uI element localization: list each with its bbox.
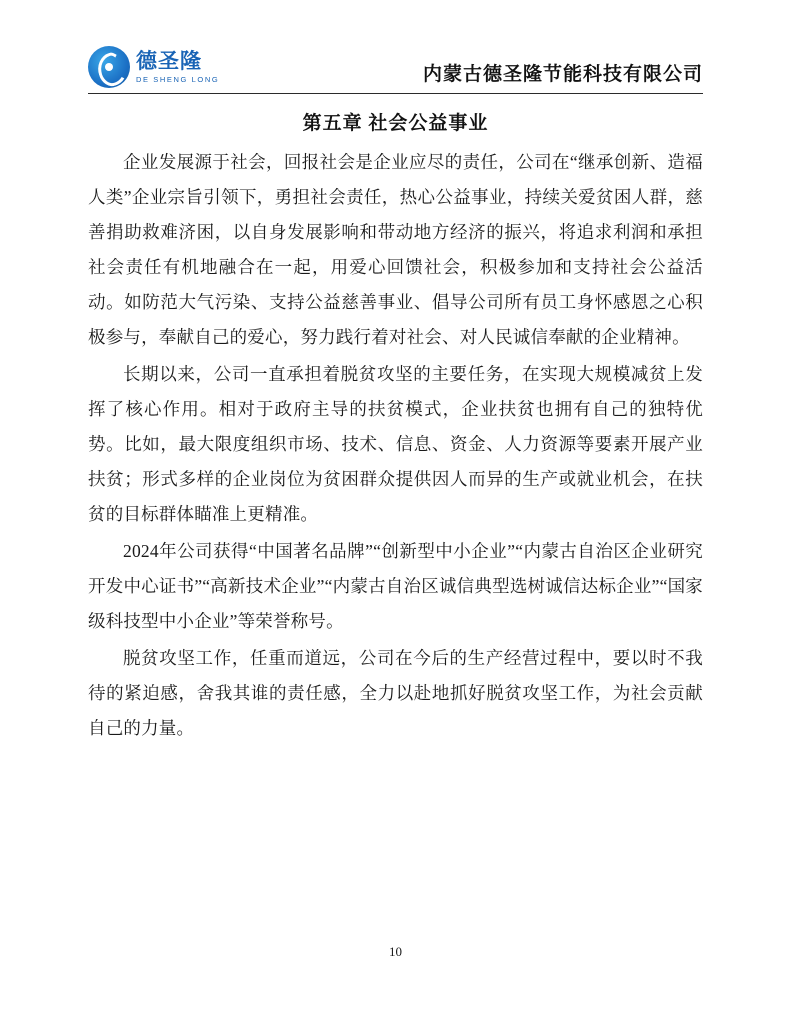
page-header [88,36,703,92]
company-logo [88,46,219,88]
dragon-circle-logo-icon [88,46,130,88]
paragraph: 长期以来，公司一直承担着脱贫攻坚的主要任务，在实现大规模减贫上发挥了核心作用。相对于政府主导的扶贫模式，企业扶贫也拥有自己的独特优势。比如，最大限度组织市场、技术、信息、资金、人力资源等要素开展产业扶贫；形式多样的企业岗位为贫困群众提供因人而异的生产或就业机会，在扶贫的目标群体瞄准上更精准。 [88,364,703,524]
page-number: 10 [389,944,402,959]
logo-chinese-text: 德圣隆 [136,48,202,73]
chapter-title: 第五章 社会公益事业 [302,113,489,134]
paragraph: 脱贫攻坚工作，任重而道远，公司在今后的生产经营过程中，要以时不我待的紧迫感，舍我其谁的责任感，全力以赴地抓好脱贫攻坚工作，为社会贡献自己的力量。 [88,648,703,738]
paragraph: 2024年公司获得“中国著名品牌”“创新型中小企业”“内蒙古自治区企业研究开发中心证书”“高新技术企业”“内蒙古自治区诚信典型选树诚信达标企业”“国家级科技型中小企业”等荣誉称号。 [88,541,704,631]
logo-english-text: DE SHENG LONG [136,74,220,84]
company-name: 内蒙古德圣隆节能科技有限公司 [422,64,703,85]
paragraph: 企业发展源于社会，回报社会是企业应尽的责任，公司在“继承创新、造福人类”企业宗旨引领下，勇担社会责任，热心公益事业，持续关爱贫困人群，慈善捐助救难济困，以自身发展影响和带动地方经济的振兴，将追求利润和承担社会责任有机地融合在一起，用爱心回馈社会，积极参加和支持社会公益活动。如防范大气污染、支持公益慈善事业、倡导公司所有员工身怀感恩之心积极参与，奉献自己的爱心，努力践行着对社会、对人民诚信奉献的企业精神。 [88,152,703,347]
logo-text [136,48,220,84]
document-content [88,104,703,748]
header-divider [88,93,703,94]
